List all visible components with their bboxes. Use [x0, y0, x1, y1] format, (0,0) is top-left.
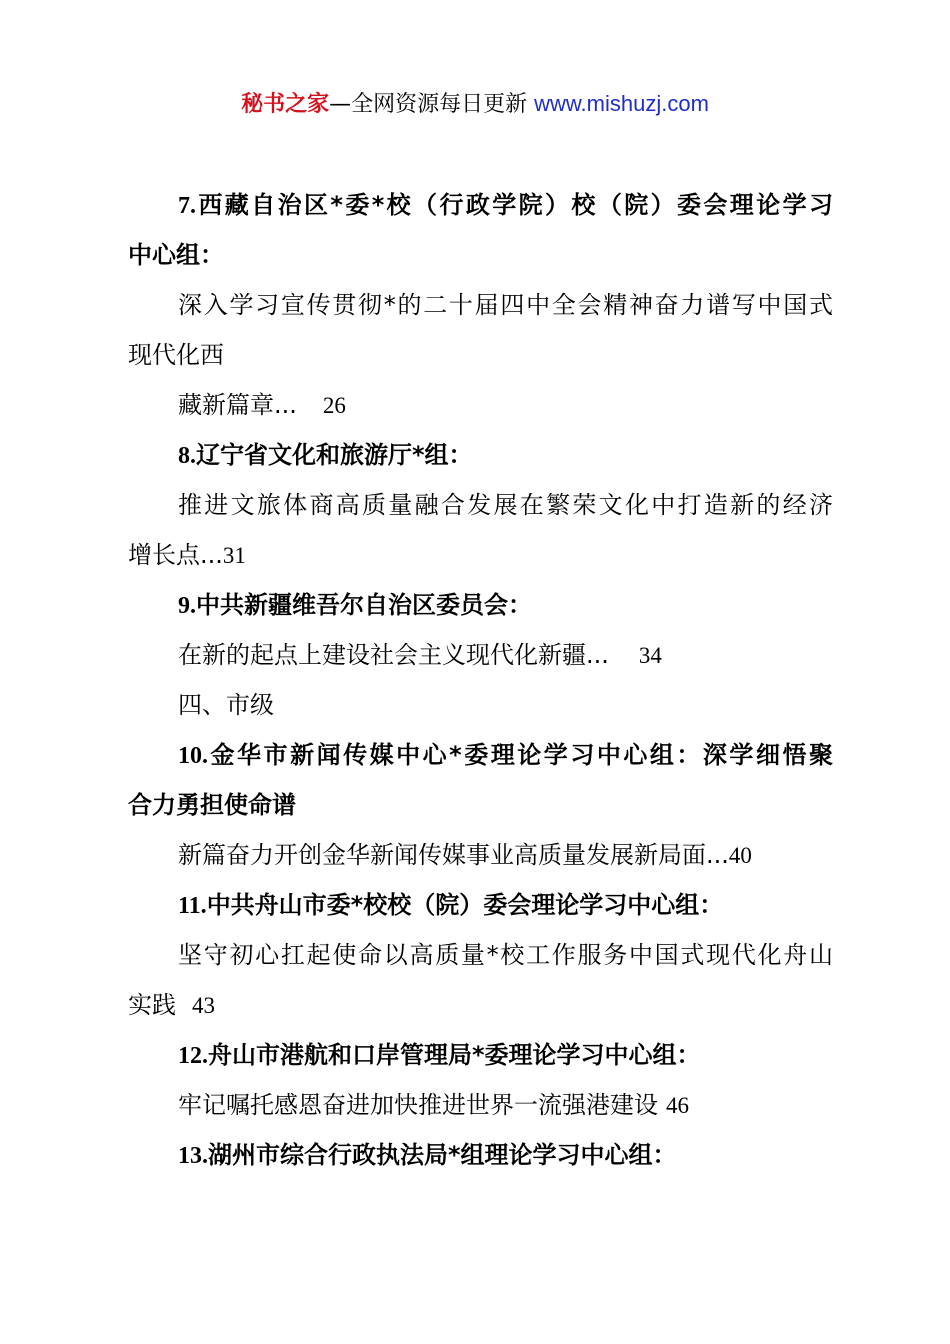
- page-number: 40: [728, 843, 752, 868]
- toc-entry-12-title[interactable]: 12.舟山市港航和口岸管理局*委理论学习中心组：: [178, 1041, 701, 1069]
- toc-entry-7-subtitle-cont[interactable]: 现代化西: [128, 341, 224, 369]
- toc-entry-10-subtitle[interactable]: 新篇奋力开创金华新闻传媒事业高质量发展新局面...40: [178, 841, 752, 869]
- section-heading-city-level: 四、市级: [178, 691, 274, 719]
- toc-entry-8-subtitle[interactable]: 推进文旅体商高质量融合发展在繁荣文化中打造新的经济: [178, 491, 833, 519]
- brand-name: 秘书之家: [241, 92, 330, 117]
- toc-entry-12-subtitle[interactable]: 牢记嘱托感恩奋进加快推进世界一流强港建设 46: [178, 1091, 689, 1119]
- page-number: 43: [192, 993, 215, 1018]
- toc-entry-7-subtitle[interactable]: 深入学习宣传贯彻*的二十届四中全会精神奋力谱写中国式: [178, 291, 833, 319]
- toc-entry-9-title[interactable]: 9.中共新疆维吾尔自治区委员会：: [178, 591, 532, 619]
- toc-entry-7-subtitle-end[interactable]: 藏新篇章... 26: [178, 391, 346, 419]
- toc-entry-7-title[interactable]: 7.西藏自治区*委*校（行政学院）校（院）委会理论学习: [178, 191, 833, 219]
- toc-entry-9-subtitle[interactable]: 在新的起点上建设社会主义现代化新疆... 34: [178, 641, 662, 669]
- page-number: 26: [322, 393, 346, 418]
- site-header: [0, 86, 950, 123]
- toc-entry-11-subtitle-end[interactable]: 实践 43: [128, 991, 215, 1019]
- header-tagline: —全网资源每日更新: [329, 92, 535, 117]
- toc-entry-10-title[interactable]: 10.金华市新闻传媒中心*委理论学习中心组：深学细悟聚: [178, 741, 833, 769]
- page-number: 31: [222, 543, 246, 568]
- toc-entry-13-title[interactable]: 13.湖州市综合行政执法局*组理论学习中心组：: [178, 1141, 677, 1169]
- toc-entry-11-title[interactable]: 11.中共舟山市委*校校（院）委会理论学习中心组：: [178, 891, 724, 919]
- toc-entry-8-title[interactable]: 8.辽宁省文化和旅游厅*组：: [178, 441, 473, 469]
- site-url-link[interactable]: www.mishuzj.com: [534, 91, 709, 116]
- page-number: 46: [666, 1093, 689, 1118]
- table-of-contents: [128, 180, 833, 1180]
- toc-entry-7-title-cont[interactable]: 中心组：: [128, 241, 224, 269]
- page-number: 34: [638, 643, 662, 668]
- toc-entry-8-subtitle-end[interactable]: 增长点...31: [128, 541, 246, 569]
- toc-entry-11-subtitle[interactable]: 坚守初心扛起使命以高质量*校工作服务中国式现代化舟山: [178, 941, 833, 969]
- toc-entry-10-title-cont[interactable]: 合力勇担使命谱: [128, 791, 296, 819]
